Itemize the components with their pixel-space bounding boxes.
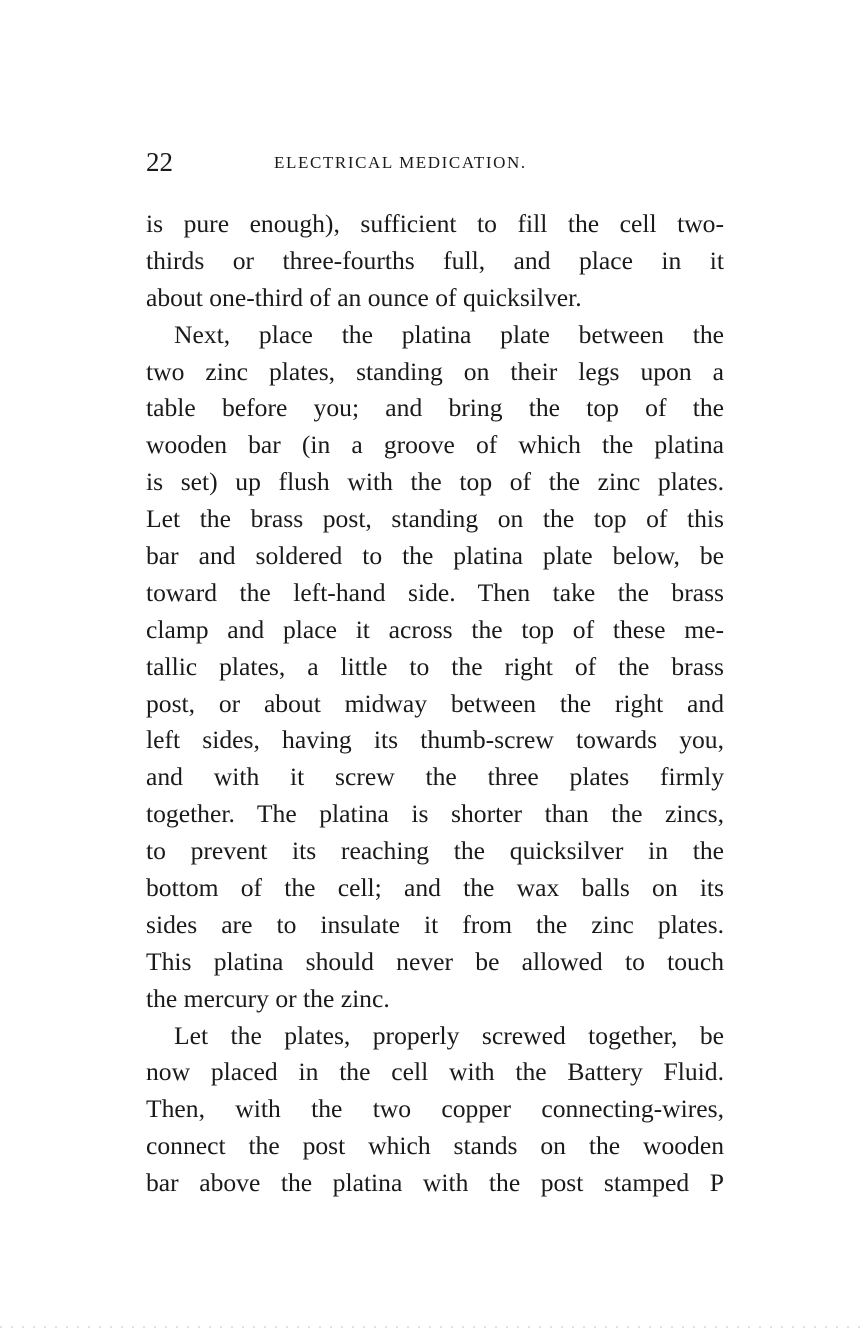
text-line: connect the post which stands on the wooden — [146, 1131, 724, 1161]
page-number: 22 — [146, 147, 173, 177]
text-line: the mercury or the zinc. — [146, 983, 390, 1013]
text-line: together. The platina is shorter than the zincs, — [146, 799, 724, 829]
text-line: is pure enough), sufficient to fill the cell two- — [146, 209, 724, 238]
text-line: to prevent its reaching the quicksilver in the — [146, 836, 724, 866]
scan-speckle — [0, 1326, 864, 1328]
text-line: bar above the platina with the post stamped P — [146, 1168, 724, 1198]
text-line: Then, with the two copper connecting-wires, — [146, 1094, 724, 1124]
text-line: thirds or three-fourths full, and place in it — [146, 245, 724, 275]
text-line: and with it screw the three plates firmly — [146, 762, 724, 792]
paragraph — [146, 1018, 724, 1202]
text-line: left sides, having its thumb-screw towards you, — [146, 725, 724, 755]
text-line: tallic plates, a little to the right of the brass — [146, 651, 724, 681]
running-head — [146, 146, 726, 178]
text-line: bottom of the cell; and the wax balls on its — [146, 873, 724, 903]
text-line: clamp and place it across the top of these me- — [146, 614, 724, 644]
text-line: Let the brass post, standing on the top of this — [146, 504, 724, 534]
paragraph — [146, 206, 724, 317]
text-line: toward the left-hand side. Then take the brass — [146, 577, 724, 607]
text-line: Let the plates, properly screwed together, be — [174, 1020, 724, 1050]
text-line: table before you; and bring the top of the — [146, 393, 724, 423]
text-line: bar and soldered to the platina plate below, be — [146, 541, 724, 571]
text-line: post, or about midway between the right and — [146, 688, 724, 718]
text-line: wooden bar (in a groove of which the platina — [146, 430, 724, 460]
text-line: now placed in the cell with the Battery Fluid. — [146, 1057, 724, 1087]
running-title: ELECTRICAL MEDICATION. — [274, 153, 527, 172]
text-line: two zinc plates, standing on their legs upon a — [146, 356, 724, 386]
text-line: about one-third of an ounce of quicksilver. — [146, 282, 582, 312]
text-line: Next, place the platina plate between the — [174, 319, 724, 349]
paragraph — [146, 317, 724, 1018]
text-line: sides are to insulate it from the zinc plates. — [146, 909, 724, 939]
text-line: is set) up flush with the top of the zinc plates. — [146, 467, 724, 497]
body-text — [146, 206, 724, 1202]
text-line: This platina should never be allowed to touch — [146, 946, 724, 976]
